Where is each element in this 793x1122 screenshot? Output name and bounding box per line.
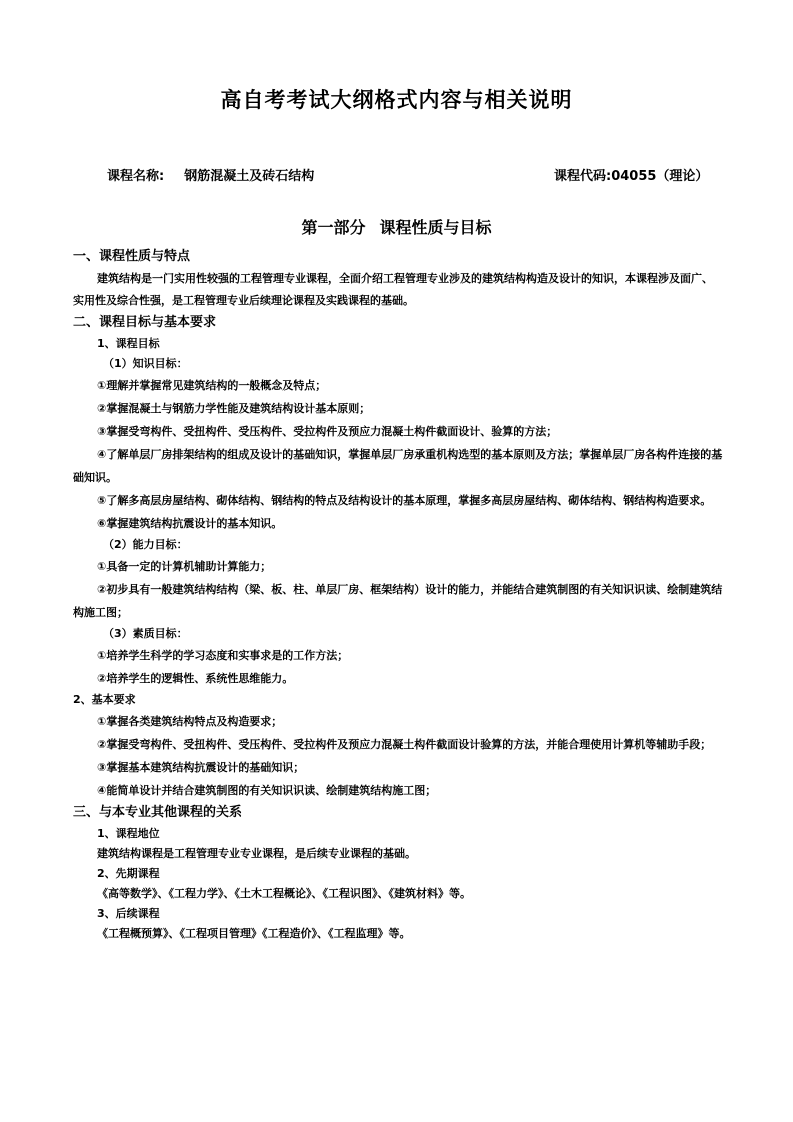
list-item: ⑤了解多高层房屋结构、砌体结构、钢结构的特点及结构设计的基本原理，掌握多高层房屋结构、砌体结构、钢结构构造要求。 [97,494,712,507]
part-name: 课程性质与目标 [379,218,492,237]
paragraph: 《高等数学》、《工程力学》、《土木工程概论》、《工程识图》、《建筑材料》等。 [97,887,471,900]
part-number: 第一部分 [301,218,366,237]
paragraph: 建筑结构课程是工程管理专业专业课程，是后续专业课程的基础。 [97,847,416,860]
list-item: ②培养学生的逻辑性、系统性思维能力。 [97,672,294,685]
list-item: ①理解并掌握常见建筑结构的一般概念及特点； [97,379,327,392]
paragraph: 建筑结构是一门实用性较强的工程管理专业课程，全面介绍工程管理专业涉及的建筑结构构造及设计的知识，本课程涉及面广、实用性及综合性强，是工程管理专业后续理论课程及实践课程的基础。 [73,272,713,307]
list-item: ③掌握基本建筑结构抗震设计的基础知识； [97,761,305,774]
course-code-label: 课程代码: [554,169,612,184]
list-item: ④能简单设计并结合建筑制图的有关知识识读、绘制建筑结构施工图； [97,784,437,797]
subsection-title: 1、课程目标 [97,337,160,350]
course-name-value: 钢筋混凝土及砖石结构 [184,169,315,184]
list-item: ⑥掌握建筑结构抗震设计的基本知识。 [97,517,283,530]
list-item: ③掌握受弯构件、受扭构件、受压构件、受拉构件及预应力混凝土构件截面设计、验算的方法； [97,425,558,438]
list-item: ②初步具有一般建筑结构结构（梁、板、柱、单层厂房、框架结构）设计的能力，并能结合建筑制图的有关知识识读、绘制建筑结构施工图； [73,583,723,619]
course-name [107,165,314,184]
list-item: ①培养学生科学的学习态度和实事求是的工作方法； [97,649,349,662]
list-item: ④了解单层厂房排架结构的组成及设计的基础知识，掌握单层厂房承重机构选型的基本原则及方法；掌握单层厂房各构件连接的基础知识。 [73,448,723,484]
subsection-title: （1）知识目标： [103,357,188,370]
section-heading: 二、课程目标与基本要求 [73,315,217,330]
part-heading [0,215,793,238]
section-heading: 一、课程性质与特点 [73,249,191,264]
paragraph: 《工程概预算》、《工程项目管理》《工程造价》、《工程监理》等。 [97,927,411,940]
list-item: ②掌握受弯构件、受扭构件、受压构件、受拉构件及预应力混凝土构件截面设计验算的方法，并能合理使用计算机等辅助手段； [97,738,712,751]
subsection-title: 3、后续课程 [97,907,160,920]
subsection-title: 2、基本要求 [73,693,136,706]
list-item: ②掌握混凝土与钢筋力学性能及建筑结构设计基本原则； [97,402,371,415]
subsection-title: 2、先期课程 [97,867,160,880]
subsection-title: 1、课程地位 [97,827,160,840]
subsection-title: （3）素质目标： [103,627,188,640]
section-heading: 三、与本专业其他课程的关系 [73,805,243,820]
document-body [73,246,723,944]
course-code-value: 04055（理论） [611,169,709,184]
list-item: ①具备一定的计算机辅助计算能力； [97,560,272,573]
course-name-label: 课程名称: [107,169,165,184]
course-code [554,165,708,184]
list-item: ①掌握各类建筑结构特点及构造要求； [97,715,283,728]
subsection-title: （2）能力目标： [103,538,188,551]
document-title: 高自考考试大纲格式内容与相关说明 [220,88,573,112]
